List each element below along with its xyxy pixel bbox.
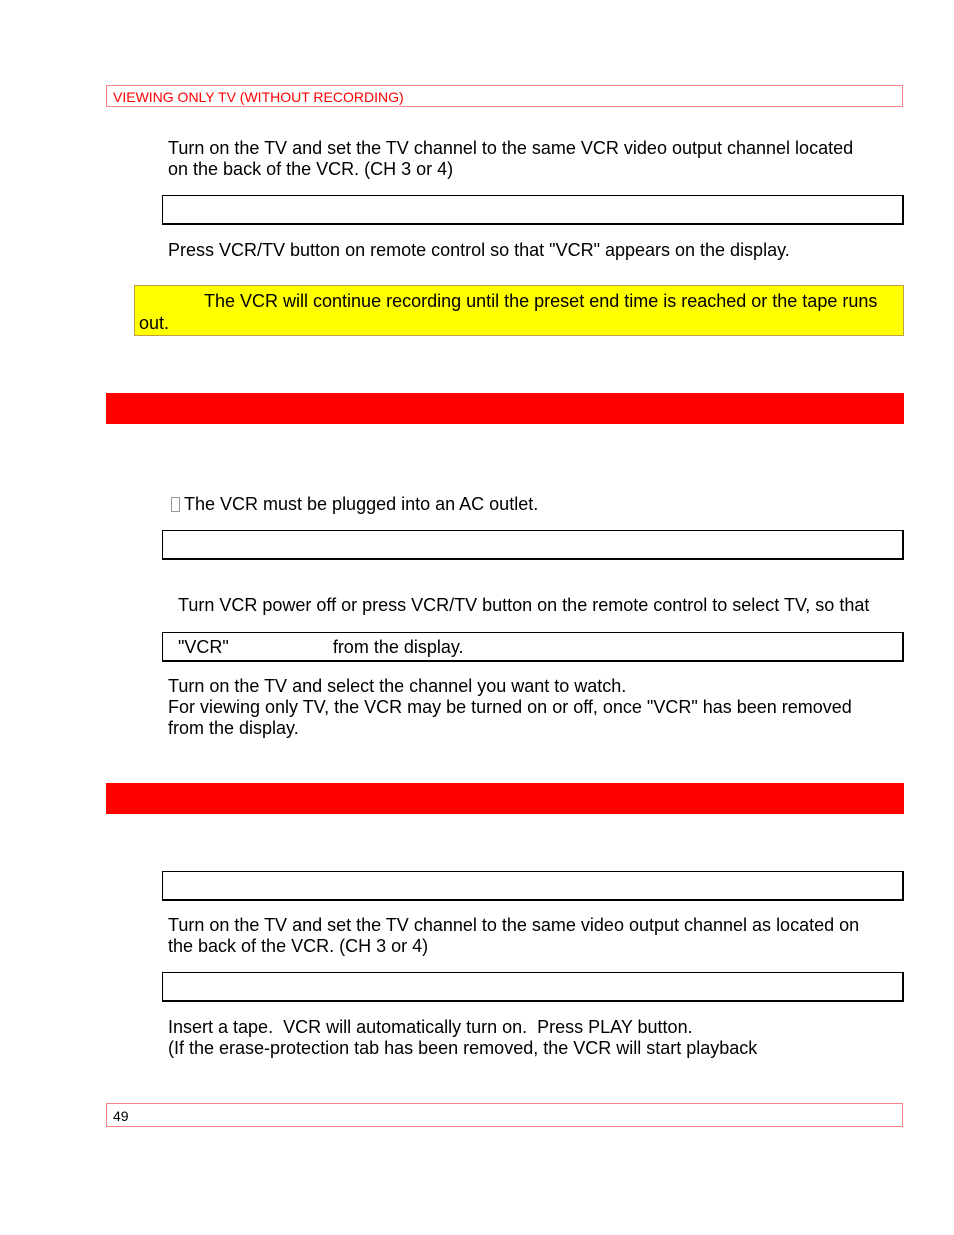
bullet-text: The VCR must be plugged into an AC outlet. xyxy=(184,494,539,514)
bullet-item xyxy=(168,494,538,515)
page-number: 49 xyxy=(113,1108,129,1124)
step-box-4 xyxy=(162,871,904,901)
step-text-line2-b: from the display. xyxy=(332,637,464,657)
step-box-3 xyxy=(162,632,904,662)
page-header xyxy=(106,85,903,107)
step-text-line1: Turn VCR power off or press VCR/TV button on the remote control to select TV, so that xyxy=(178,595,870,615)
step-text-select-channel: Turn on the TV and select the channel you want to watch. For viewing only TV, the VCR may be turned on or off, once "VCR" has been removed from the display. xyxy=(168,676,852,738)
step-text-line2-a: "VCR" xyxy=(178,637,229,657)
note-text: The VCR will continue recording until the preset end time is reached or the tape runs out. xyxy=(139,291,878,333)
page-footer xyxy=(106,1103,903,1127)
step-text-set-video-channel: Turn on the TV and set the TV channel to the same video output channel as located on the back of the VCR. (CH 3 or 4) xyxy=(168,915,860,956)
step-box-5 xyxy=(162,972,904,1002)
section-bar-2 xyxy=(106,783,904,814)
step-text-set-tv-channel: Turn on the TV and set the TV channel to the same VCR video output channel located on the back of the VCR. (CH 3 or 4) xyxy=(168,138,854,179)
section-bar-1 xyxy=(106,393,904,424)
header-title: VIEWING ONLY TV (WITHOUT RECORDING) xyxy=(113,89,404,105)
bullet-icon xyxy=(171,497,180,512)
step-text-insert-tape: Insert a tape. VCR will automatically turn on. Press PLAY button. (If the erase-protection tab has been removed, the VCR will start playback xyxy=(168,1017,758,1058)
step-box-2 xyxy=(162,530,904,560)
note-box xyxy=(134,285,904,336)
step-text-press-vcr-tv: Press VCR/TV button on remote control so that "VCR" appears on the display. xyxy=(168,240,790,260)
step-box-1 xyxy=(162,195,904,225)
